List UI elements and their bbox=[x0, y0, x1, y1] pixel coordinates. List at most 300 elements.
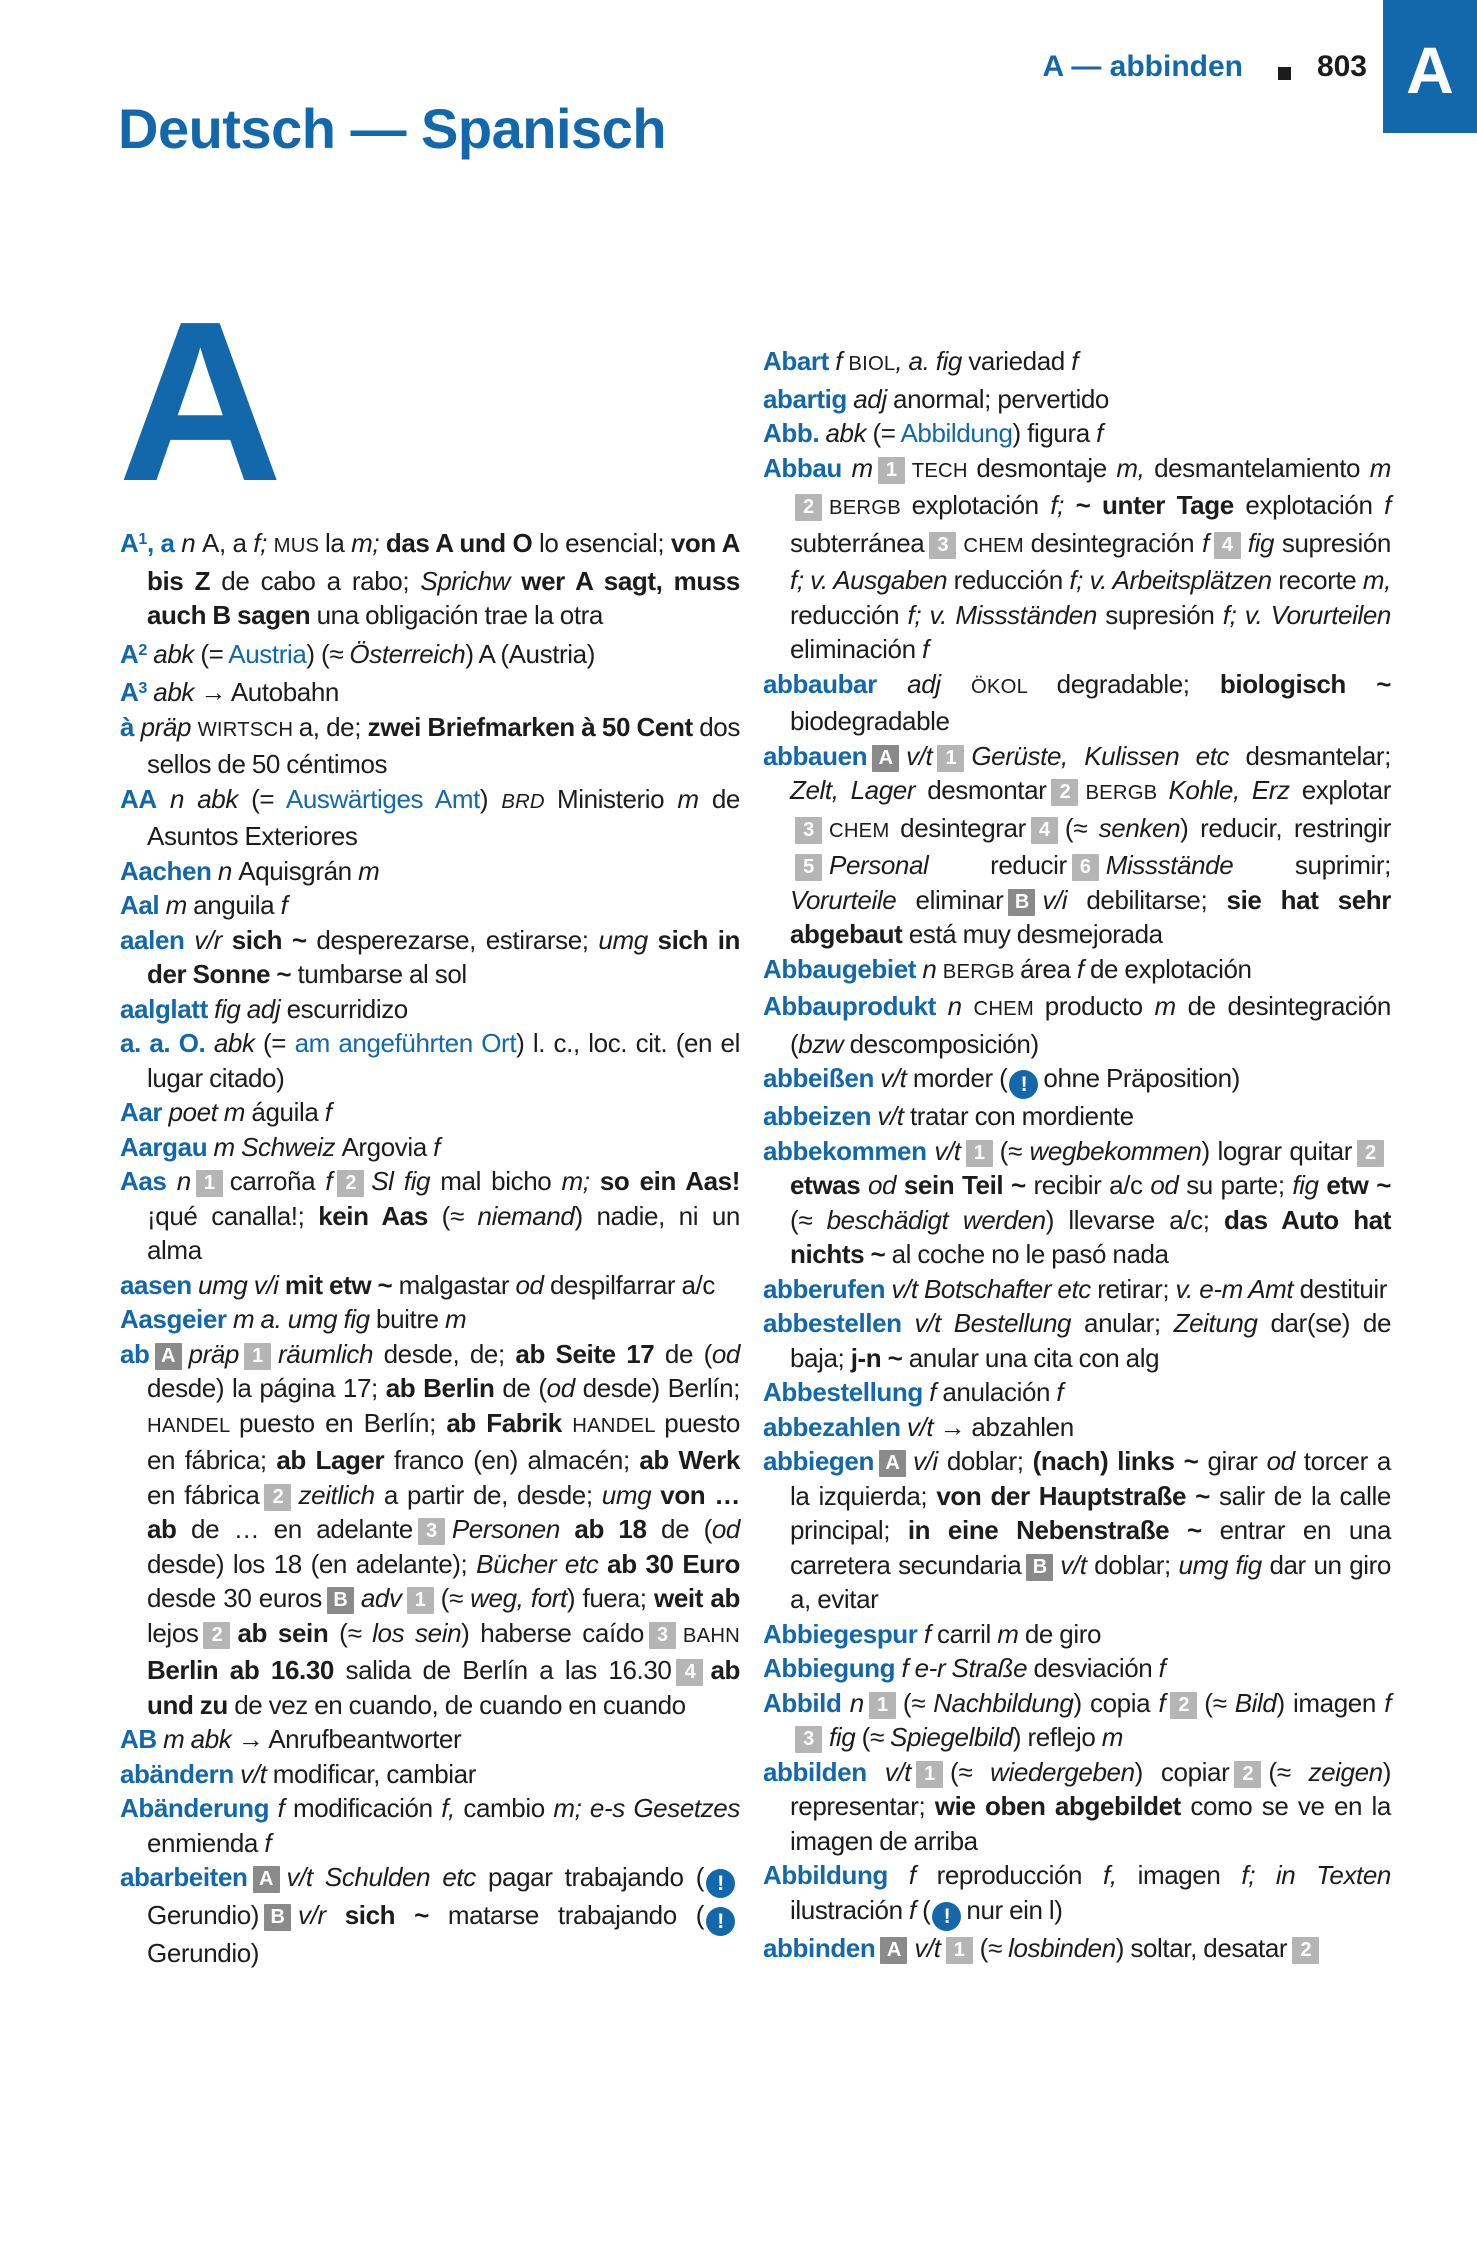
dictionary-entry bbox=[120, 1302, 740, 1337]
headword: abartig bbox=[763, 383, 847, 414]
text-run: lo esencial; bbox=[539, 528, 671, 559]
sense-letter-marker: B bbox=[1008, 889, 1035, 916]
grammar-label: f bbox=[433, 1131, 440, 1162]
headword: à bbox=[120, 711, 135, 742]
grammar-label: n bbox=[935, 991, 974, 1021]
grammar-label: v/t Bestellung bbox=[901, 1308, 1085, 1338]
sense-number-marker: 5 bbox=[795, 854, 822, 881]
grammar-label: ≈ niemand bbox=[449, 1200, 575, 1231]
text-run: (= bbox=[872, 418, 901, 448]
grammar-label: m, bbox=[1116, 452, 1155, 483]
text-run: recorte bbox=[1278, 565, 1363, 595]
grammar-label: m; bbox=[351, 528, 386, 559]
dictionary-entry bbox=[120, 633, 740, 672]
grammar-label: f bbox=[325, 1166, 333, 1197]
bold-phrase: sich in der Sonne ~ bbox=[147, 924, 741, 990]
bold-phrase: biologisch ~ bbox=[1219, 668, 1391, 699]
grammar-label: abk bbox=[819, 418, 873, 448]
grammar-label: m bbox=[358, 855, 380, 886]
text-run: ( bbox=[979, 1932, 988, 1963]
grammar-label: f bbox=[1384, 1687, 1392, 1718]
grammar-label: f bbox=[1096, 418, 1103, 448]
subject-label: CHEM bbox=[963, 534, 1031, 557]
dictionary-entry bbox=[120, 1722, 740, 1757]
grammar-label: bzw bbox=[798, 1028, 850, 1059]
text-run: ( bbox=[339, 1617, 348, 1648]
grammar-label: v/i bbox=[1042, 884, 1087, 915]
headword: AA bbox=[120, 783, 157, 814]
dictionary-entry bbox=[120, 782, 740, 854]
bold-phrase: ab Lager bbox=[276, 1445, 394, 1476]
bold-phrase: von … ab bbox=[147, 1479, 740, 1545]
text-run: desde) la página 17; bbox=[147, 1373, 386, 1404]
grammar-label: m, bbox=[1362, 565, 1391, 595]
headword: Aas bbox=[120, 1166, 167, 1197]
text-run: de Asuntos Exteriores bbox=[147, 783, 740, 852]
dictionary-entry bbox=[763, 1858, 1391, 1931]
dictionary-entry bbox=[120, 854, 740, 889]
grammar-label: v. e-m Amt bbox=[1175, 1273, 1300, 1304]
grammar-label: f bbox=[1201, 527, 1209, 558]
dictionary-entry bbox=[763, 344, 1391, 382]
subject-label: WIRTSCH bbox=[197, 718, 299, 741]
text-run: ( bbox=[922, 1894, 931, 1925]
grammar-label: n bbox=[916, 953, 943, 984]
subject-label: BERGB bbox=[1085, 782, 1169, 804]
grammar-label: f; bbox=[1050, 490, 1076, 520]
grammar-label: m bbox=[841, 452, 873, 483]
text-run: a partir de, desde; bbox=[383, 1479, 602, 1510]
bold-phrase: ab Berlin bbox=[385, 1373, 503, 1404]
text-run: de cabo a rabo; bbox=[221, 565, 421, 596]
grammar-label: f bbox=[1056, 1377, 1064, 1407]
bold-phrase: zwei Briefmarken à 50 Cent bbox=[367, 711, 700, 742]
text-run: ) lograr quitar bbox=[1201, 1135, 1352, 1166]
text-run: ( bbox=[441, 1200, 450, 1231]
headword-superscript: 2 bbox=[138, 640, 147, 659]
grammar-label: poet m bbox=[162, 1097, 252, 1128]
text-run: ( bbox=[790, 1204, 799, 1235]
text-run: la bbox=[324, 528, 352, 559]
dictionary-entry bbox=[763, 1410, 1391, 1445]
text-run: supresión bbox=[1281, 527, 1391, 558]
grammar-label: v/t bbox=[926, 1135, 961, 1166]
headword: Aachen bbox=[120, 855, 212, 886]
text-run: doblar; bbox=[1094, 1549, 1179, 1580]
grammar-label: f bbox=[1384, 490, 1391, 520]
headword: Abbestellung bbox=[763, 1377, 923, 1407]
grammar-label: od bbox=[515, 1269, 550, 1300]
text-run: → Anrufbeantworter bbox=[237, 1724, 462, 1755]
dictionary-entry bbox=[763, 1755, 1391, 1859]
text-run: torcer a la izquierda; bbox=[790, 1446, 1391, 1511]
grammar-label: m Schweiz bbox=[207, 1131, 342, 1162]
text-run: de ( bbox=[661, 1514, 712, 1545]
text-run: destituir bbox=[1299, 1273, 1388, 1304]
dictionary-entry bbox=[120, 522, 740, 633]
info-icon: ! bbox=[932, 1902, 961, 1931]
text-run: desmontaje bbox=[976, 452, 1117, 483]
text-run: ) ( bbox=[306, 638, 330, 669]
text-run: ) soltar, desatar bbox=[1115, 1932, 1288, 1963]
text-run: morder ( bbox=[912, 1063, 1008, 1093]
text-run: área bbox=[1020, 953, 1077, 984]
sense-letter-marker: A bbox=[155, 1343, 182, 1370]
grammar-label: umg bbox=[598, 924, 658, 955]
text-run: enmienda bbox=[147, 1827, 265, 1858]
text-run: Gerundio) bbox=[147, 1900, 260, 1931]
text-run: como se ve en la imagen de arriba bbox=[790, 1791, 1391, 1856]
grammar-label: n bbox=[174, 528, 203, 559]
text-run: de giro bbox=[1024, 1618, 1102, 1649]
grammar-label: m; bbox=[561, 1166, 600, 1197]
grammar-label: Zelt, Lager bbox=[790, 775, 928, 805]
text-run: suprimir; bbox=[1294, 850, 1391, 880]
headword: abbaubar bbox=[763, 668, 877, 699]
grammar-label: fig adj bbox=[207, 993, 287, 1024]
grammar-label: v/t bbox=[906, 740, 933, 771]
text-run: Aquisgrán bbox=[238, 855, 359, 886]
text-run: una obligación trae la otra bbox=[316, 600, 603, 631]
grammar-label: Gerüste, Kulissen etc bbox=[971, 740, 1246, 771]
sense-number-marker: 2 bbox=[337, 1170, 364, 1197]
grammar-label: f bbox=[828, 346, 849, 376]
text-run: águila bbox=[251, 1097, 325, 1128]
sense-number-marker: 1 bbox=[244, 1343, 271, 1370]
text-run: ( bbox=[902, 1687, 912, 1718]
grammar-label: Personen bbox=[451, 1514, 575, 1545]
dictionary-entry bbox=[763, 1931, 1391, 1966]
text-run: subterránea bbox=[790, 527, 925, 558]
bold-phrase: ab und zu bbox=[147, 1655, 740, 1720]
grammar-label: m bbox=[1369, 452, 1391, 483]
grammar-label: f bbox=[887, 1860, 937, 1890]
grammar-label: od bbox=[1266, 1446, 1304, 1476]
headword: abbilden bbox=[763, 1756, 867, 1787]
headword: abändern bbox=[120, 1758, 234, 1789]
grammar-label: f, bbox=[441, 1793, 464, 1824]
text-run: de vez en cuando, de cuando en cuando bbox=[234, 1689, 686, 1720]
text-run: mal bicho bbox=[440, 1166, 562, 1197]
text-run: ( bbox=[1064, 812, 1074, 843]
grammar-label: f e-r Straße bbox=[895, 1653, 1034, 1683]
grammar-label: od bbox=[711, 1338, 740, 1369]
grammar-label: v/t bbox=[1060, 1549, 1095, 1580]
headword: Abbau bbox=[763, 452, 842, 483]
bold-phrase: ab Seite 17 bbox=[515, 1338, 665, 1369]
text-run: lejos bbox=[147, 1617, 199, 1648]
dictionary-entry bbox=[120, 1026, 740, 1095]
sense-number-marker: 1 bbox=[869, 1692, 896, 1719]
grammar-label: f bbox=[324, 1097, 332, 1128]
headword: , a bbox=[146, 528, 175, 559]
text-run: desmantelamiento bbox=[1154, 452, 1370, 483]
headword: Abb. bbox=[763, 418, 820, 448]
text-run: debilitarse; bbox=[1086, 884, 1227, 915]
headword: A bbox=[120, 638, 139, 669]
grammar-label: v/t bbox=[914, 1932, 941, 1963]
grammar-label: n bbox=[841, 1687, 864, 1718]
text-run: tratar con mordiente bbox=[909, 1101, 1134, 1131]
bold-phrase: weit ab bbox=[654, 1583, 740, 1614]
letter-thumb-tab-label: A bbox=[1406, 32, 1454, 107]
text-run: eliminación bbox=[790, 634, 922, 664]
sense-number-marker: 3 bbox=[795, 1726, 822, 1753]
text-run: desde) los 18 (en adelante); bbox=[147, 1548, 477, 1579]
sense-number-marker: 2 bbox=[203, 1622, 230, 1649]
grammar-label: f bbox=[269, 1793, 293, 1824]
bold-phrase: sich ~ bbox=[344, 1900, 448, 1931]
bold-phrase: ab 30 Euro bbox=[607, 1548, 740, 1579]
grammar-label: f bbox=[908, 1894, 923, 1925]
dictionary-entry bbox=[763, 416, 1391, 451]
headword: aalglatt bbox=[120, 993, 208, 1024]
subject-label: BERGB bbox=[942, 960, 1021, 983]
text-run: recibir a/c bbox=[1033, 1170, 1151, 1200]
grammar-label: od bbox=[867, 1170, 904, 1200]
grammar-label: ≈ beschädigt werden bbox=[798, 1204, 1046, 1235]
text-run: biodegradable bbox=[790, 706, 950, 736]
grammar-label: m bbox=[997, 1618, 1025, 1649]
column-left bbox=[120, 522, 740, 1971]
text-run: ) fuera; bbox=[566, 1583, 655, 1614]
sense-letter-marker: A bbox=[872, 745, 899, 772]
column-right bbox=[763, 344, 1391, 1965]
text-run: ) reducir, restringir bbox=[1180, 812, 1391, 843]
page-number: 803 bbox=[1316, 50, 1367, 83]
text-run: ilustración bbox=[790, 1894, 909, 1925]
grammar-label: Missstände bbox=[1105, 850, 1295, 880]
sense-letter-marker: A bbox=[253, 1866, 280, 1893]
info-icon: ! bbox=[706, 1869, 735, 1898]
dictionary-entry bbox=[120, 992, 740, 1027]
subject-label: BERGB bbox=[829, 497, 912, 519]
bold-phrase: ab Fabrik bbox=[446, 1407, 573, 1438]
grammar-label: adv bbox=[360, 1583, 402, 1614]
text-run: ) haberse caído bbox=[461, 1617, 644, 1648]
text-run: matarse trabajando ( bbox=[447, 1900, 705, 1931]
sense-number-marker: 4 bbox=[676, 1659, 703, 1686]
grammar-label: zeitlich bbox=[298, 1479, 384, 1510]
text-run: de … en adelante bbox=[191, 1514, 413, 1545]
text-run: reducir bbox=[990, 850, 1067, 880]
grammar-label: m a. umg fig bbox=[226, 1304, 377, 1335]
grammar-label: f bbox=[922, 1377, 943, 1407]
text-run: supresión bbox=[1105, 599, 1223, 630]
grammar-label: m bbox=[445, 1304, 467, 1335]
text-run: ) imagen bbox=[1276, 1687, 1385, 1718]
cross-reference: am angeführten Ort bbox=[294, 1028, 517, 1059]
dictionary-entry bbox=[763, 1617, 1391, 1652]
text-run: ) reflejo bbox=[1012, 1722, 1102, 1752]
bold-phrase: das A und O bbox=[385, 528, 539, 559]
text-run: desintegración bbox=[1030, 527, 1202, 558]
grammar-label: v/t Schulden etc bbox=[286, 1862, 488, 1893]
text-run: reducción bbox=[953, 565, 1070, 595]
grammar-label: , a. fig bbox=[895, 346, 969, 376]
text-run: explotación bbox=[911, 490, 1051, 520]
bold-phrase: ~ unter Tage bbox=[1075, 490, 1246, 520]
dictionary-entry bbox=[120, 1757, 740, 1792]
cross-reference: Auswärtiges Amt bbox=[285, 783, 480, 814]
sense-number-marker: 2 bbox=[1170, 1692, 1197, 1719]
sense-number-marker: 4 bbox=[1214, 532, 1241, 559]
sense-number-marker: 3 bbox=[929, 532, 956, 559]
bold-phrase: j-n ~ bbox=[850, 1342, 909, 1373]
text-run: puesto en Berlín; bbox=[239, 1407, 447, 1438]
text-run: anormal; pervertido bbox=[893, 383, 1109, 414]
grammar-label: ≈ wegbekommen bbox=[1007, 1135, 1202, 1166]
text-run: carroña bbox=[229, 1166, 326, 1197]
grammar-label: abk bbox=[146, 638, 201, 669]
page-title: Deutsch — Spanisch bbox=[118, 97, 667, 160]
text-run: entrar en una carretera secundaria bbox=[790, 1515, 1392, 1580]
text-run: degradable; bbox=[1056, 668, 1220, 699]
grammar-label: f bbox=[1158, 1653, 1166, 1683]
grammar-label: Sprichw bbox=[420, 565, 522, 596]
text-run: ) copia bbox=[1073, 1687, 1159, 1718]
grammar-label: umg bbox=[601, 1479, 661, 1510]
bold-phrase: in eine Nebenstraße ~ bbox=[907, 1515, 1220, 1545]
sense-number-marker: 2 bbox=[264, 1484, 291, 1511]
dictionary-entry bbox=[763, 1099, 1391, 1134]
text-run: (= bbox=[200, 638, 229, 669]
grammar-label: f, bbox=[1103, 1860, 1138, 1890]
grammar-label: f; v. Vorurteilen bbox=[1222, 599, 1391, 630]
bold-phrase: wie oben abgebildet bbox=[934, 1791, 1191, 1821]
grammar-label: n bbox=[211, 855, 239, 886]
grammar-label: fig bbox=[1292, 1170, 1327, 1200]
grammar-label: v/t bbox=[900, 1411, 940, 1442]
headword: Abbildung bbox=[763, 1860, 888, 1890]
text-run: buitre bbox=[376, 1304, 446, 1335]
grammar-label: ≈ Spiegelbild bbox=[869, 1722, 1013, 1752]
headword: abbinden bbox=[763, 1932, 876, 1963]
headword: AB bbox=[120, 1724, 157, 1755]
grammar-label: m abk bbox=[156, 1724, 238, 1755]
headword: abbezahlen bbox=[763, 1411, 901, 1442]
grammar-label: f bbox=[922, 634, 929, 664]
grammar-label: f; v. Ausgaben bbox=[790, 565, 954, 595]
grammar-label: Zeitung bbox=[1173, 1308, 1271, 1338]
sense-letter-marker: B bbox=[264, 1904, 291, 1931]
sense-number-marker: 1 bbox=[966, 1140, 993, 1167]
text-run: de explotación bbox=[1089, 953, 1252, 984]
grammar-label: fig bbox=[1247, 527, 1282, 558]
sense-number-marker: 3 bbox=[649, 1622, 676, 1649]
text-run: → Autobahn bbox=[200, 677, 339, 708]
sense-number-marker: 2 bbox=[1051, 779, 1078, 806]
headword: abbekommen bbox=[763, 1135, 927, 1166]
headword: Abbild bbox=[763, 1687, 842, 1718]
text-run: escurridizo bbox=[286, 993, 408, 1024]
text-run: ¡qué canalla!; bbox=[147, 1200, 319, 1231]
text-run: al coche no le pasó nada bbox=[891, 1239, 1169, 1269]
grammar-label: ≈ Bild bbox=[1212, 1687, 1277, 1718]
text-run: a, de; bbox=[298, 711, 368, 742]
grammar-label: v/t bbox=[866, 1756, 911, 1787]
bold-phrase: (nach) links ~ bbox=[1032, 1446, 1208, 1476]
text-run: su parte; bbox=[1186, 1170, 1293, 1200]
headword: A bbox=[120, 677, 139, 708]
dictionary-entry bbox=[763, 1375, 1391, 1410]
dictionary-entry bbox=[763, 1651, 1391, 1686]
sense-letter-marker: A bbox=[879, 1450, 906, 1477]
grammar-label: n bbox=[166, 1166, 191, 1197]
text-run: ) copiar bbox=[1134, 1756, 1230, 1787]
headword: abbiegen bbox=[763, 1446, 874, 1476]
subject-label: TECH bbox=[911, 459, 977, 482]
subject-label: CHEM bbox=[829, 819, 901, 842]
grammar-label: Vorurteile bbox=[790, 884, 916, 915]
grammar-label: f bbox=[1076, 953, 1090, 984]
headword: Abänderung bbox=[120, 1793, 270, 1824]
text-run: tumbarse al sol bbox=[297, 959, 467, 990]
dictionary-entry bbox=[120, 1268, 740, 1303]
sense-letter-marker: B bbox=[327, 1587, 354, 1614]
text-run: ) figura bbox=[1012, 418, 1097, 448]
text-run: anguila bbox=[193, 890, 281, 921]
text-run: dar(se) de baja; bbox=[790, 1308, 1392, 1373]
text-run: producto bbox=[1044, 991, 1155, 1021]
headword: Abbiegung bbox=[763, 1653, 896, 1683]
subject-label: MUS bbox=[273, 535, 325, 558]
bold-phrase: von A bis Z bbox=[147, 528, 740, 596]
headword: abarbeiten bbox=[120, 1862, 248, 1893]
headword: aasen bbox=[120, 1269, 192, 1300]
text-run: ) nadie, ni un alma bbox=[147, 1200, 740, 1266]
text-run: explotar bbox=[1301, 775, 1391, 805]
grammar-label: ≈ weg, fort bbox=[448, 1583, 567, 1614]
grammar-label: Bücher etc bbox=[476, 1548, 608, 1579]
text-run: (= bbox=[263, 1028, 295, 1059]
sense-number-marker: 1 bbox=[878, 457, 905, 484]
sense-number-marker: 1 bbox=[937, 745, 964, 772]
text-run: → abzahlen bbox=[939, 1411, 1074, 1442]
dictionary-entry bbox=[763, 451, 1391, 667]
headword-superscript: 3 bbox=[138, 679, 147, 698]
grammar-label: n abk bbox=[156, 783, 252, 814]
text-run: de ( bbox=[664, 1338, 712, 1369]
dictionary-entry bbox=[763, 667, 1391, 739]
subject-label: CHEM bbox=[973, 998, 1045, 1020]
headword: Aar bbox=[120, 1097, 163, 1128]
text-run: Argovia bbox=[341, 1131, 434, 1162]
headword: abbauen bbox=[763, 740, 868, 771]
text-run: desde, de; bbox=[383, 1338, 516, 1369]
grammar-label: umg v/i bbox=[191, 1269, 285, 1300]
info-icon: ! bbox=[1009, 1070, 1038, 1099]
grammar-label: ≈ los sein bbox=[347, 1617, 462, 1648]
sense-letter-marker: A bbox=[880, 1937, 907, 1964]
text-run: reducción bbox=[790, 599, 908, 630]
text-run: Ministerio bbox=[556, 783, 678, 814]
text-run: está muy desmejorada bbox=[908, 919, 1163, 949]
bold-phrase: etwas bbox=[790, 1170, 868, 1200]
text-run: ) llevarse a/c; bbox=[1045, 1204, 1225, 1235]
grammar-label: präp bbox=[188, 1338, 239, 1369]
running-head: A — abbinden bbox=[1042, 50, 1243, 83]
grammar-label: f bbox=[917, 1618, 937, 1649]
bold-phrase: sie hat sehr abgebaut bbox=[790, 884, 1392, 949]
subject-label: BRD bbox=[501, 790, 557, 813]
letter-thumb-tab[interactable] bbox=[1383, 0, 1477, 133]
subject-label: HANDEL bbox=[147, 1414, 240, 1437]
text-run: ) l. c., loc. cit. (en el lugar citado) bbox=[147, 1028, 740, 1093]
bold-phrase: mit etw ~ bbox=[284, 1269, 399, 1300]
text-run: descomposición) bbox=[849, 1028, 1039, 1059]
grammar-label: präp bbox=[134, 711, 198, 742]
